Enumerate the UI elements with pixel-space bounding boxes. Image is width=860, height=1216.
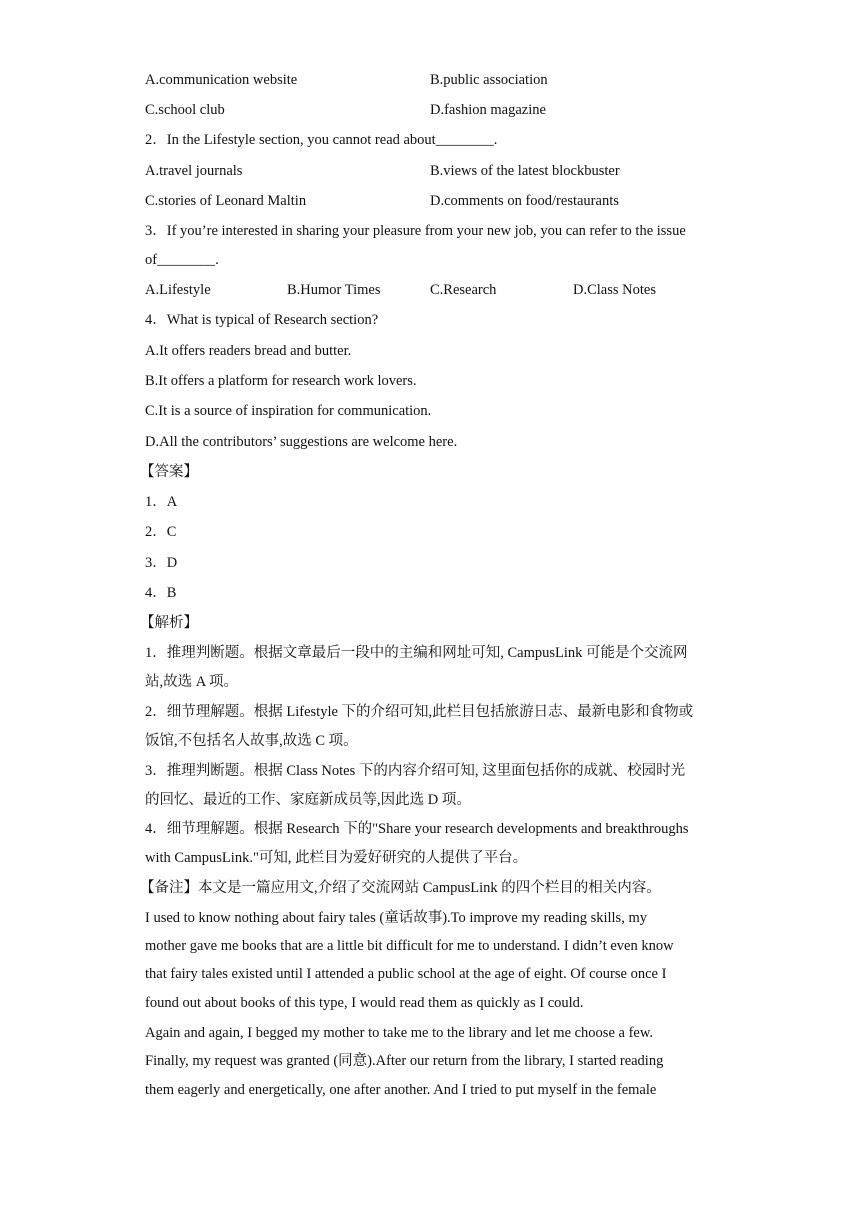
q1-option-a: A.communication website — [145, 72, 298, 88]
passage-line-6: Finally, my request was granted (同意).After our return from the library, I started reading — [145, 1053, 664, 1069]
analysis-heading: 【解析】 — [140, 615, 198, 631]
passage-line-3: that fairy tales existed until I attended a public school at the age of eight. Of course once I — [145, 966, 667, 982]
q4-stem: 4．What is typical of Research section? — [145, 312, 379, 328]
q3-option-b: B.Humor Times — [287, 282, 381, 298]
passage-line-2: mother gave me books that are a little bit difficult for me to understand. I didn’t even know — [145, 938, 674, 954]
q3-option-a: A.Lifestyle — [145, 282, 211, 298]
passage-line-7: them eagerly and energetically, one after another. And I tried to put myself in the female — [145, 1082, 657, 1098]
q1-option-c: C.school club — [145, 102, 225, 118]
analysis-1-line2: 站,故选 A 项。 — [145, 674, 239, 690]
q2-option-b: B.views of the latest blockbuster — [430, 163, 620, 179]
q4-option-b: B.It offers a platform for research work lovers. — [145, 373, 417, 389]
analysis-3-line1: 3．推理判断题。根据 Class Notes 下的内容介绍可知, 这里面包括你的成就、校园时光 — [145, 763, 686, 779]
answer-1: 1．A — [145, 494, 178, 510]
answers-heading: 【答案】 — [140, 464, 198, 480]
analysis-1-line1: 1．推理判断题。根据文章最后一段中的主编和网址可知, CampusLink 可能是个交流网 — [145, 645, 688, 661]
q2-option-a: A.travel journals — [145, 163, 243, 179]
analysis-4-line2: with CampusLink."可知, 此栏目为爱好研究的人提供了平台。 — [145, 850, 528, 866]
q4-option-a: A.It offers readers bread and butter. — [145, 343, 352, 359]
q1-option-b: B.public association — [430, 72, 548, 88]
analysis-3-line2: 的回忆、最近的工作、家庭新成员等,因此选 D 项。 — [145, 792, 471, 808]
answer-4: 4．B — [145, 585, 177, 601]
analysis-2-line1: 2．细节理解题。根据 Lifestyle 下的介绍可知,此栏目包括旅游日志、最新电影和食物或 — [145, 704, 694, 720]
q2-option-d: D.comments on food/restaurants — [430, 193, 619, 209]
q2-stem: 2．In the Lifestyle section, you cannot read about________. — [145, 132, 498, 148]
passage-line-1: I used to know nothing about fairy tales (童话故事).To improve my reading skills, my — [145, 910, 647, 926]
q3-stem-line2: of________. — [145, 252, 219, 268]
q3-option-d: D.Class Notes — [573, 282, 656, 298]
q3-stem-line1: 3．If you’re interested in sharing your pleasure from your new job, you can refer to the issue — [145, 223, 686, 239]
answer-2: 2．C — [145, 524, 177, 540]
q4-option-c: C.It is a source of inspiration for communication. — [145, 403, 432, 419]
q1-option-d: D.fashion magazine — [430, 102, 546, 118]
analysis-4-line1: 4．细节理解题。根据 Research 下的"Share your research developments and breakthroughs — [145, 821, 689, 837]
analysis-note: 【备注】本文是一篇应用文,介绍了交流网站 CampusLink 的四个栏目的相关内容。 — [140, 880, 661, 896]
analysis-2-line2: 饭馆,不包括名人故事,故选 C 项。 — [145, 733, 358, 749]
q2-option-c: C.stories of Leonard Maltin — [145, 193, 307, 209]
passage-line-5: Again and again, I begged my mother to take me to the library and let me choose a few. — [145, 1025, 653, 1041]
q4-option-d: D.All the contributors’ suggestions are welcome here. — [145, 434, 458, 450]
passage-line-4: found out about books of this type, I would read them as quickly as I could. — [145, 995, 584, 1011]
answer-3: 3．D — [145, 555, 178, 571]
q3-option-c: C.Research — [430, 282, 497, 298]
